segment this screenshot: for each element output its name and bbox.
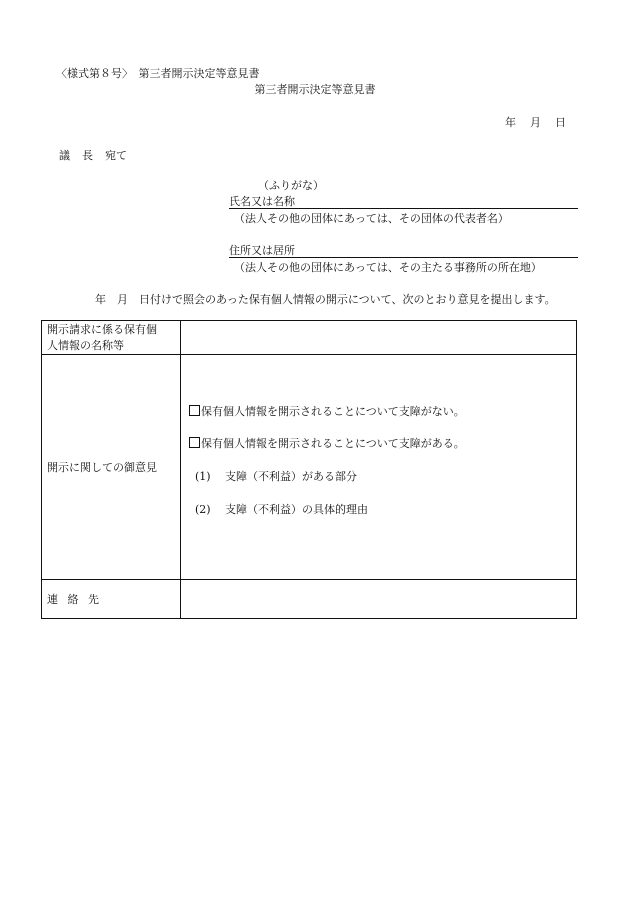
name-label: 氏名又は名称: [229, 195, 295, 208]
item1-number: (1): [195, 470, 211, 483]
address-field[interactable]: [229, 241, 578, 258]
option-no-objection: [189, 403, 465, 419]
opinion-field: [181, 355, 577, 580]
item2-text: 支障（不利益）の具体的理由: [225, 503, 368, 516]
table-row: [42, 321, 577, 355]
addressee-part3: 宛て: [105, 149, 127, 162]
request-info-label: [42, 321, 181, 355]
option-objection: [189, 435, 465, 451]
heading-text: 第三者開示決定等意見書: [254, 83, 376, 96]
furigana-label: （ふりがな）: [258, 179, 324, 192]
intro-sentence: 年 月 日付けで照会のあった保有個人情報の開示について、次のとおり意見を提出します。: [95, 293, 556, 306]
date-year: 年: [505, 116, 516, 129]
option-no-objection-text: 保有個人情報を開示されることについて支障がない。: [201, 405, 465, 418]
table-row: [42, 355, 577, 580]
name-field[interactable]: [229, 192, 578, 209]
addressee: [59, 147, 139, 163]
request-info-label-line2: 人情報の名称等: [47, 338, 124, 352]
name-note: （法人その他の団体にあっては、その団体の代表者名）: [234, 212, 509, 225]
date-day: 日: [555, 116, 566, 129]
item1-text: 支障（不利益）がある部分: [225, 470, 357, 483]
address-note: （法人その他の団体にあっては、その主たる事務所の所在地）: [234, 261, 542, 274]
objection-checkbox[interactable]: [189, 437, 200, 448]
opinion-label: 開示に関しての御意見: [42, 355, 181, 580]
addressee-part2: 長: [82, 149, 93, 162]
date-month: 月: [530, 116, 541, 129]
request-info-field[interactable]: [181, 321, 577, 355]
item2-number: (2): [195, 503, 211, 516]
table-row: [42, 580, 577, 619]
contact-field[interactable]: [181, 580, 577, 619]
form-number: 〈様式第８号〉 第三者開示決定等意見書: [56, 67, 260, 80]
request-info-label-line1: 開示請求に係る保有個: [47, 322, 157, 336]
opinion-table: [41, 320, 577, 619]
date-line: [505, 114, 566, 130]
addressee-part1: 議: [59, 149, 70, 162]
contact-label: 連 絡 先: [42, 580, 181, 619]
address-label: 住所又は居所: [229, 244, 295, 257]
option-objection-text: 保有個人情報を開示されることについて支障がある。: [201, 437, 465, 450]
objection-item-2: [195, 501, 368, 517]
no-objection-checkbox[interactable]: [189, 405, 200, 416]
objection-item-1: [195, 468, 357, 484]
document-heading: [0, 81, 630, 97]
